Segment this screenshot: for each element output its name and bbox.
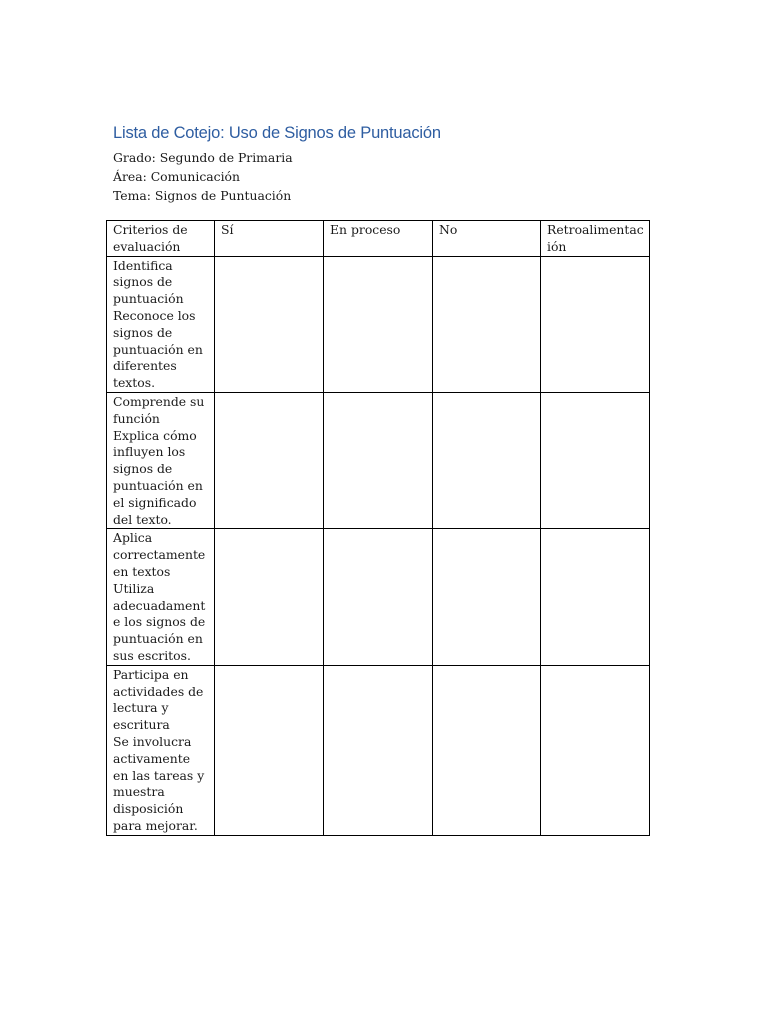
- criterion-name: Comprende su función: [113, 393, 205, 426]
- area-line: Área: Comunicación: [113, 169, 240, 184]
- table-row: [107, 529, 650, 665]
- criterion-cell: [107, 665, 215, 835]
- cell-en-proceso[interactable]: [324, 529, 433, 665]
- grade-line: Grado: Segundo de Primaria: [113, 150, 293, 165]
- criterion-cell: [107, 529, 215, 665]
- cell-no[interactable]: [433, 665, 541, 835]
- criterion-description: Se involucra activamente en las tareas y muestra disposición para mejorar.: [113, 733, 205, 833]
- cell-si[interactable]: [215, 256, 324, 392]
- table-row: [107, 392, 650, 528]
- cell-en-proceso[interactable]: [324, 392, 433, 528]
- cell-en-proceso[interactable]: [324, 665, 433, 835]
- table-row: [107, 665, 650, 835]
- cell-no[interactable]: [433, 392, 541, 528]
- criterion-name: Aplica correctamente en textos: [113, 530, 206, 579]
- cell-retroalimentacion[interactable]: [541, 665, 650, 835]
- table-row: [107, 256, 650, 392]
- document-title: Lista de Cotejo: Uso de Signos de Puntuación: [113, 124, 441, 142]
- cell-retroalimentacion[interactable]: [541, 529, 650, 665]
- criterion-name: Participa en actividades de lectura y escritura: [113, 666, 204, 733]
- cell-retroalimentacion[interactable]: [541, 256, 650, 392]
- criterion-description: Reconoce los signos de puntuación en diferentes textos.: [113, 307, 203, 391]
- cell-en-proceso[interactable]: [324, 256, 433, 392]
- topic-line: Tema: Signos de Puntuación: [113, 188, 292, 203]
- cell-si[interactable]: [215, 665, 324, 835]
- header-no: No: [433, 221, 541, 257]
- cell-no[interactable]: [433, 529, 541, 665]
- header-si: Sí: [215, 221, 324, 257]
- header-en-proceso: En proceso: [324, 221, 433, 257]
- cell-no[interactable]: [433, 256, 541, 392]
- criterion-description: Utiliza adecuadamente los signos de puntuación en sus escritos.: [113, 580, 206, 663]
- cell-retroalimentacion[interactable]: [541, 392, 650, 528]
- header-criterios: Criterios de evaluación: [107, 221, 215, 257]
- criterion-description: Explica cómo influyen los signos de puntuación en el significado del texto.: [113, 427, 203, 527]
- checklist-table: [106, 220, 650, 836]
- criterion-name: Identifica signos de puntuación: [113, 257, 184, 307]
- cell-si[interactable]: [215, 392, 324, 528]
- header-retroalimentacion: Retroalimentación: [541, 221, 650, 257]
- criterion-cell: [107, 392, 215, 528]
- cell-si[interactable]: [215, 529, 324, 665]
- table-header-row: [107, 221, 650, 257]
- criterion-cell: [107, 256, 215, 392]
